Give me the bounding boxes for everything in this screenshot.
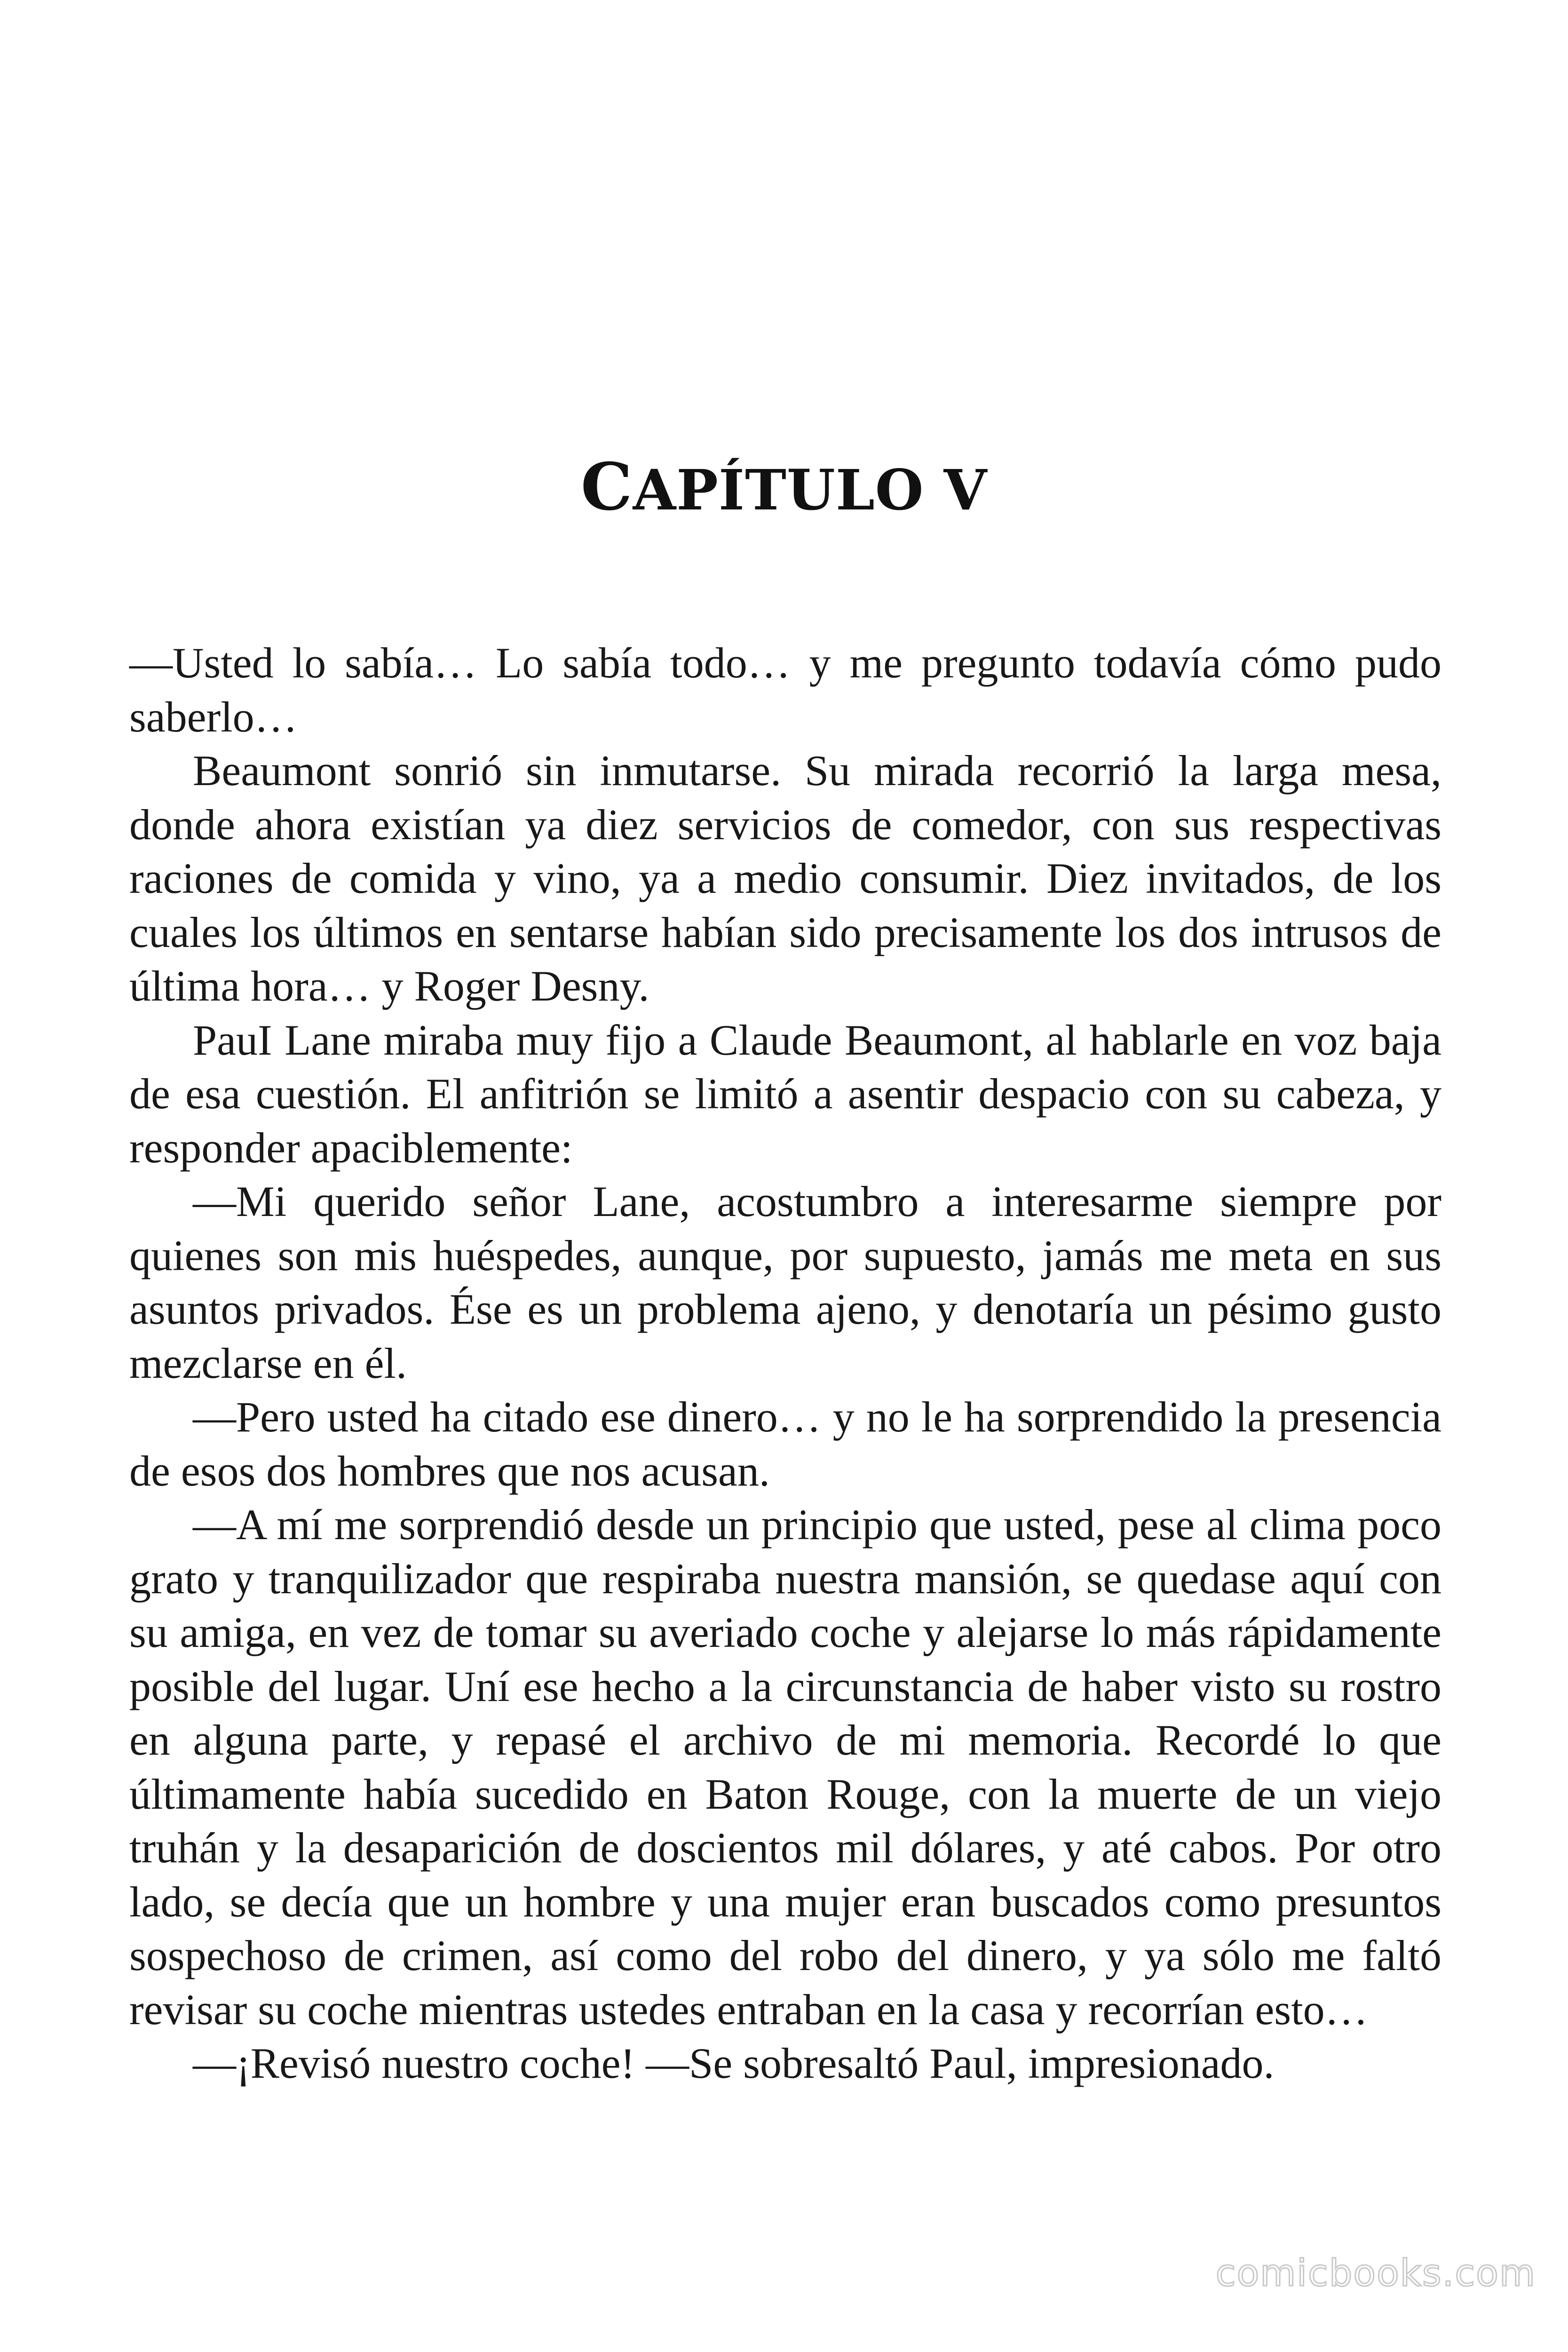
paragraph-1: —Usted lo sabía… Lo sabía todo… y me pregunto todavía cómo pudo saberlo… xyxy=(129,639,1441,741)
paragraph-7: —¡Revisó nuestro coche! —Se sobresaltó Paul, impresionado. xyxy=(193,2039,1275,2087)
paragraph-2: Beaumont sonrió sin inmutarse. Su mirada recorrió la larga mesa, donde ahora existían ya diez servicios de comedor, con sus respectivas raciones de comida y vino, ya a medio consumir. Diez invitados, de los cuales los últimos en sentarse habían sido precisamente los dos intrusos de última hora… y Roger Desny. xyxy=(129,747,1441,1010)
chapter-title-rest: APÍTULO V xyxy=(633,457,988,523)
chapter-title xyxy=(0,448,1568,525)
chapter-title-initial: C xyxy=(580,448,633,525)
paragraph-4: —Mi querido señor Lane, acostumbro a interesarme siempre por quienes son mis huéspedes, aunque, por supuesto, jamás me meta en sus asuntos privados. Ése es un problema ajeno, y denotaría un pésimo gusto mezclarse en él. xyxy=(129,1177,1441,1387)
paragraph-6: —A mí me sorprendió desde un principio que usted, pese al clima poco grato y tranquilizador que respiraba nuestra mansión, se quedase aquí con su amiga, en vez de tomar su averiado coche y alejarse lo más rápidamente posible del lugar. Uní ese hecho a la circunstancia de haber visto su rostro en alguna parte, y repasé el archivo de mi memoria. Recordé lo que últimamente había sucedido en Baton Rouge, con la muerte de un viejo truhán y la desaparición de doscientos mil dólares, y até cabos. Por otro lado, se decía que un hombre y una mujer eran buscados como presuntos sospechoso de crimen, así como del robo del dinero, y ya sólo me faltó revisar su coche mientras ustedes entraban en la casa y recorrían esto… xyxy=(129,1501,1441,2034)
paragraph-3: PauI Lane miraba muy fijo a Claude Beaumont, al hablarle en voz baja de esa cuestión. El anfitrión se limitó a asentir despacio con su cabeza, y responder apaciblemente: xyxy=(129,1016,1441,1172)
chapter-body xyxy=(129,636,1441,2090)
watermark: comicbooks.com xyxy=(1215,2252,1536,2295)
paragraph-5: —Pero usted ha citado ese dinero… y no le ha sorprendido la presencia de esos dos hombres que nos acusan. xyxy=(129,1393,1441,1495)
